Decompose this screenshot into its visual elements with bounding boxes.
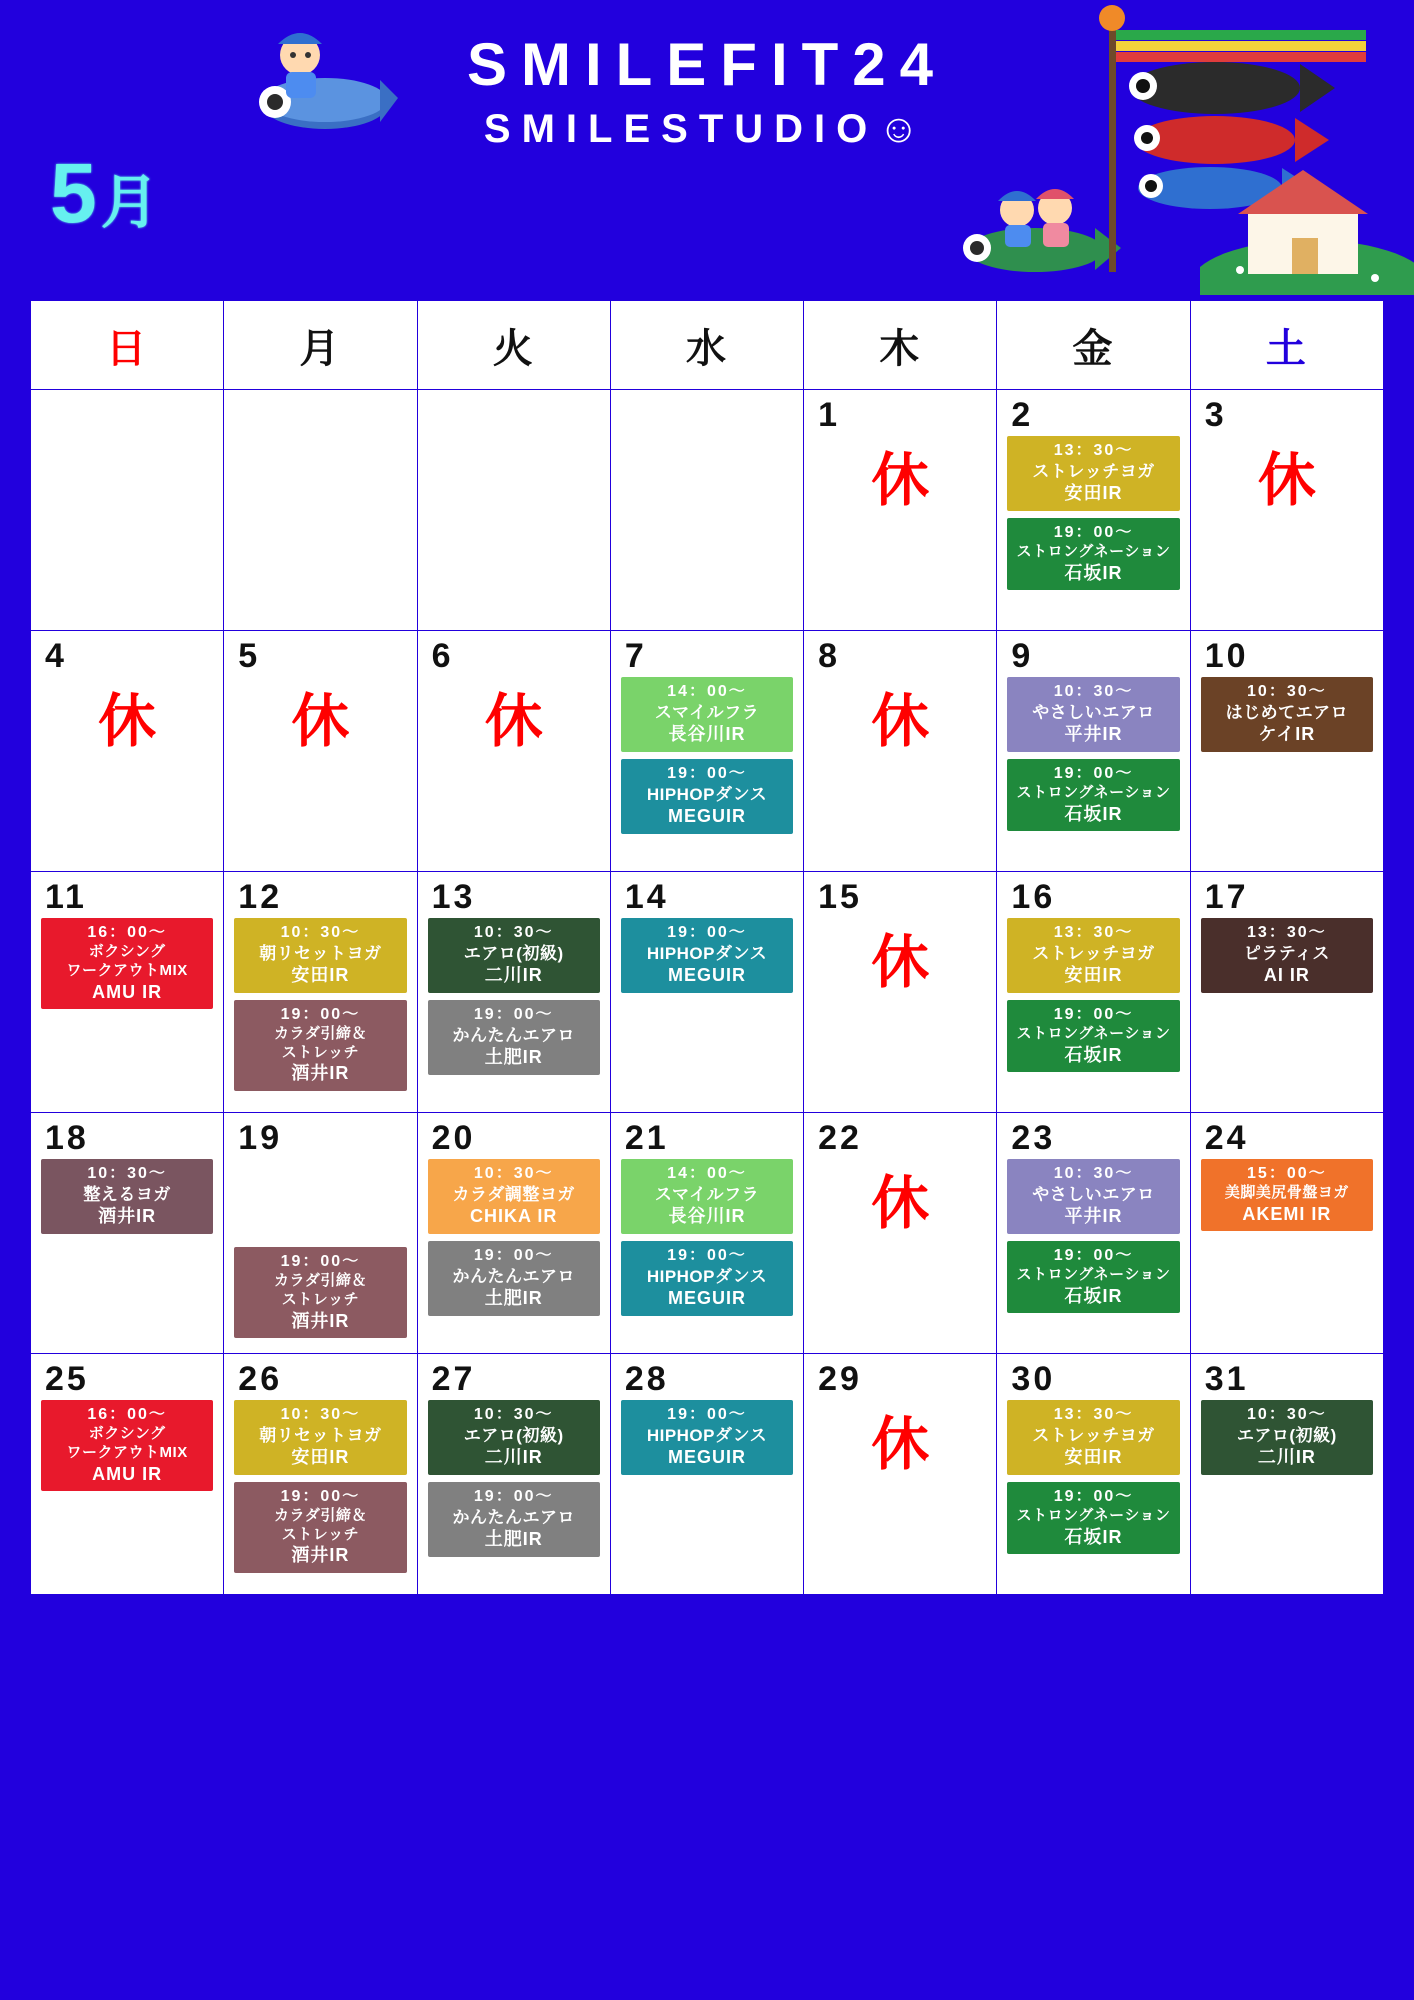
page-title: SMILEFIT24 (466, 31, 948, 98)
event-instructor: 土肥IR (484, 1288, 543, 1308)
event-instructor: 長谷川IR (668, 1206, 746, 1227)
event-instructor: AMU IR (92, 1463, 163, 1484)
event-name: ストロングネーション (1016, 1265, 1171, 1283)
week-row (31, 631, 1384, 872)
rest-day-label: 休 (871, 1412, 930, 1477)
event-time: 15：00〜 (1247, 1165, 1327, 1182)
class-event[interactable] (1007, 1000, 1179, 1072)
rest-day-label: 休 (291, 689, 350, 754)
month-kanji: 月 (100, 170, 163, 235)
rest-day-label: 休 (484, 689, 543, 754)
class-event[interactable] (1201, 918, 1373, 993)
event-name: はじめてエアロ (1225, 703, 1349, 722)
event-time: 10：30〜 (1247, 683, 1327, 700)
event-list (224, 914, 416, 1104)
event-name: ストレッチヨガ (1032, 462, 1155, 481)
event-time: 19：00〜 (667, 764, 747, 782)
event-name: ストロングネーション (1016, 1024, 1171, 1042)
class-event[interactable] (1007, 677, 1179, 752)
rest-day-label: 休 (871, 1171, 930, 1236)
event-time: 10：30〜 (280, 924, 361, 941)
weekday-header-2: 火 (417, 301, 610, 390)
day-cell-27[interactable] (417, 1354, 610, 1595)
event-instructor: 石坂IR (1064, 1285, 1123, 1306)
event-time: 19：00〜 (473, 1487, 554, 1505)
event-name: 美脚美尻骨盤ヨガ (1224, 1184, 1349, 1201)
day-cell-5[interactable] (224, 631, 417, 872)
event-name: カラダ引締＆ ストレッチ (273, 1506, 367, 1543)
day-cell-24[interactable] (1190, 1113, 1383, 1354)
day-number: 5 (238, 637, 261, 675)
day-cell-14[interactable] (610, 872, 803, 1113)
weekday-header-1: 月 (224, 301, 417, 390)
calendar-header (0, 0, 1414, 300)
event-instructor: 二川IR (484, 1447, 543, 1468)
event-name: ボクシング ワークアウトMIX (66, 943, 188, 979)
event-time: 14：00〜 (667, 683, 747, 700)
day-cell-16[interactable] (997, 872, 1190, 1113)
event-list (418, 1396, 610, 1570)
day-cell-20[interactable] (417, 1113, 610, 1354)
event-instructor: ケイIR (1258, 724, 1316, 745)
event-time: 13：30〜 (1053, 1406, 1134, 1423)
event-time: 19：00〜 (473, 1005, 554, 1023)
day-cell-6[interactable] (417, 631, 610, 872)
event-name: ストロングネーション (1016, 783, 1171, 801)
event-time: 14：00〜 (667, 1165, 747, 1182)
day-number: 14 (624, 878, 669, 916)
day-number: 3 (1204, 396, 1227, 434)
event-instructor: 石坂IR (1064, 562, 1123, 583)
day-cell-30[interactable] (997, 1354, 1190, 1595)
event-name: HIPHOPダンス (646, 1426, 768, 1445)
event-instructor: 酒井IR (291, 1310, 350, 1331)
day-cell-empty[interactable] (224, 390, 417, 631)
event-instructor: AKEMI IR (1242, 1203, 1332, 1224)
event-instructor: 安田IR (1064, 1447, 1123, 1468)
day-cell-15[interactable] (804, 872, 997, 1113)
day-number: 30 (1011, 1360, 1056, 1398)
weekday-header-3: 水 (610, 301, 803, 390)
day-number: 12 (238, 878, 283, 916)
class-event[interactable] (621, 1159, 793, 1234)
event-time: 13：30〜 (1053, 442, 1134, 459)
event-time: 19：00〜 (667, 1406, 747, 1423)
day-number: 6 (431, 637, 454, 675)
day-number: 10 (1204, 637, 1249, 675)
day-number: 19 (238, 1119, 283, 1157)
day-cell-28[interactable] (610, 1354, 803, 1595)
event-list (611, 914, 803, 1006)
event-list (1191, 673, 1383, 765)
event-time: 13：30〜 (1053, 924, 1134, 941)
class-event[interactable] (1007, 1241, 1179, 1313)
event-instructor: 二川IR (1257, 1447, 1316, 1468)
class-event[interactable] (1007, 759, 1179, 831)
day-number: 13 (431, 878, 476, 916)
class-event[interactable] (621, 677, 793, 752)
day-cell-empty[interactable] (31, 390, 224, 631)
day-cell-21[interactable] (610, 1113, 803, 1354)
day-number: 23 (1011, 1119, 1056, 1157)
event-instructor: AI IR (1263, 965, 1310, 986)
event-name: かんたんエアロ (452, 1507, 575, 1527)
event-instructor: 安田IR (291, 1447, 350, 1468)
event-name: ボクシング ワークアウトMIX (66, 1425, 188, 1461)
day-number: 2 (1011, 396, 1034, 434)
event-name: ストレッチヨガ (1032, 944, 1155, 963)
class-event[interactable] (234, 1247, 406, 1338)
class-event[interactable] (621, 1241, 793, 1316)
day-number: 9 (1011, 637, 1034, 675)
title-block (0, 30, 1414, 152)
event-time: 16：00〜 (87, 1406, 167, 1423)
event-instructor: 平井IR (1064, 724, 1123, 745)
day-number: 25 (45, 1360, 89, 1398)
event-instructor: CHIKA IR (470, 1206, 558, 1227)
event-time: 19：00〜 (473, 1246, 554, 1264)
event-instructor: 石坂IR (1064, 1044, 1123, 1065)
day-number: 26 (238, 1360, 283, 1398)
class-event[interactable] (1007, 918, 1179, 993)
class-event[interactable] (1007, 1482, 1179, 1554)
event-name: やさしいエアロ (1032, 1185, 1155, 1204)
event-instructor: 酒井IR (98, 1206, 157, 1227)
day-cell-22[interactable] (804, 1113, 997, 1354)
day-number: 11 (45, 878, 87, 916)
weekday-header-5: 金 (997, 301, 1190, 390)
day-cell-31[interactable] (1190, 1354, 1383, 1595)
event-time: 19：00〜 (280, 1005, 361, 1023)
week-row (31, 390, 1384, 631)
weekday-header-0: 日 (31, 301, 224, 390)
day-cell-23[interactable] (997, 1113, 1190, 1354)
day-number: 7 (624, 637, 647, 675)
event-list (418, 1155, 610, 1329)
event-instructor: 石坂IR (1064, 1526, 1123, 1547)
day-cell-26[interactable] (224, 1354, 417, 1595)
week-row (31, 1113, 1384, 1354)
class-event[interactable] (428, 1000, 600, 1075)
event-instructor: MEGUIR (667, 965, 746, 986)
day-cell-8[interactable] (804, 631, 997, 872)
event-instructor: 酒井IR (291, 1063, 350, 1084)
event-name: HIPHOPダンス (646, 1266, 768, 1286)
day-cell-1[interactable] (804, 390, 997, 631)
day-cell-3[interactable] (1190, 390, 1383, 631)
event-time: 10：30〜 (1053, 683, 1134, 700)
page-subtitle: SMILESTUDIO☺ (483, 107, 931, 151)
event-time: 10：30〜 (87, 1165, 167, 1182)
class-event[interactable] (1007, 1400, 1179, 1475)
event-time: 19：00〜 (1053, 1246, 1134, 1264)
class-event[interactable] (428, 918, 600, 993)
day-cell-17[interactable] (1190, 872, 1383, 1113)
day-number: 16 (1011, 878, 1056, 916)
rest-day-label: 休 (98, 689, 157, 754)
class-event[interactable] (621, 1400, 793, 1475)
class-event[interactable] (41, 1400, 213, 1491)
day-number: 4 (45, 637, 67, 675)
event-list (31, 1396, 223, 1504)
class-event[interactable] (1007, 1159, 1179, 1234)
day-cell-empty[interactable] (610, 390, 803, 631)
day-number: 29 (818, 1360, 862, 1398)
event-name: HIPHOPダンス (646, 944, 768, 963)
event-instructor: 安田IR (1064, 483, 1123, 504)
event-name: やさしいエアロ (1032, 703, 1155, 722)
class-event[interactable] (41, 1159, 213, 1234)
day-number: 8 (818, 637, 841, 675)
event-instructor: 土肥IR (484, 1529, 543, 1549)
event-name: 朝リセットヨガ (259, 1426, 382, 1445)
class-event[interactable] (428, 1159, 600, 1234)
week-row (31, 1354, 1384, 1595)
day-number: 15 (818, 878, 862, 916)
event-instructor: 石坂IR (1064, 803, 1123, 824)
event-name: ストロングネーション (1016, 542, 1171, 560)
day-cell-11[interactable] (31, 872, 224, 1113)
event-list (31, 914, 223, 1022)
rest-day-label: 休 (1257, 448, 1316, 513)
class-event[interactable] (1007, 518, 1179, 590)
event-name: エアロ(初級) (463, 1426, 564, 1445)
event-time: 10：30〜 (1053, 1165, 1134, 1182)
class-event[interactable] (1201, 1159, 1373, 1231)
week-row (31, 872, 1384, 1113)
event-time: 19：00〜 (280, 1487, 361, 1505)
event-list (997, 673, 1189, 844)
class-event[interactable] (1201, 677, 1373, 752)
day-cell-7[interactable] (610, 631, 803, 872)
day-cell-12[interactable] (224, 872, 417, 1113)
class-event[interactable] (234, 1400, 406, 1475)
event-name: 整えるヨガ (83, 1185, 171, 1204)
event-name: カラダ引締＆ ストレッチ (273, 1024, 367, 1061)
event-name: スマイルフラ (654, 1185, 760, 1204)
event-list (224, 1155, 416, 1351)
monthly-schedule-calendar (30, 300, 1384, 1595)
day-cell-9[interactable] (997, 631, 1190, 872)
day-number: 27 (431, 1360, 476, 1398)
day-cell-18[interactable] (31, 1113, 224, 1354)
event-instructor: 長谷川IR (668, 724, 746, 745)
event-time: 19：00〜 (1053, 1005, 1134, 1023)
event-name: スマイルフラ (654, 703, 760, 722)
day-number: 31 (1204, 1360, 1249, 1398)
event-instructor: MEGUIR (667, 1288, 746, 1308)
day-number: 28 (624, 1360, 669, 1398)
event-list (611, 1155, 803, 1329)
event-name: かんたんエアロ (452, 1025, 575, 1045)
weekday-header-4: 木 (804, 301, 997, 390)
day-cell-25[interactable] (31, 1354, 224, 1595)
class-event[interactable] (234, 1000, 406, 1091)
day-number: 22 (818, 1119, 862, 1157)
class-event[interactable] (1007, 436, 1179, 511)
event-name: エアロ(初級) (1236, 1426, 1337, 1445)
rest-day-label: 休 (871, 689, 930, 754)
class-event[interactable] (428, 1241, 600, 1316)
class-event[interactable] (1201, 1400, 1373, 1475)
event-list (997, 914, 1189, 1085)
event-name: 朝リセットヨガ (259, 944, 382, 963)
weekday-header-6: 土 (1190, 301, 1383, 390)
event-list (1191, 914, 1383, 1006)
event-list (611, 673, 803, 847)
day-number: 17 (1204, 878, 1249, 916)
event-instructor: 土肥IR (484, 1047, 543, 1067)
event-time: 10：30〜 (473, 1406, 554, 1423)
event-time: 19：00〜 (1053, 1487, 1134, 1505)
class-event[interactable] (234, 1482, 406, 1573)
event-instructor: MEGUIR (667, 806, 746, 826)
event-name: HIPHOPダンス (646, 784, 768, 804)
day-cell-empty[interactable] (417, 390, 610, 631)
day-number: 20 (431, 1119, 476, 1157)
event-list (997, 1155, 1189, 1326)
event-time: 19：00〜 (1053, 764, 1134, 782)
event-time: 10：30〜 (280, 1406, 361, 1423)
event-time: 13：30〜 (1247, 924, 1327, 941)
weekday-header-row (31, 301, 1384, 390)
day-cell-19[interactable] (224, 1113, 417, 1354)
class-event[interactable] (621, 759, 793, 834)
event-list (1191, 1155, 1383, 1244)
house-on-hill-icon (1200, 150, 1414, 295)
event-time: 19：00〜 (1053, 523, 1134, 541)
event-name: カラダ調整ヨガ (452, 1185, 575, 1204)
event-name: ストロングネーション (1016, 1506, 1171, 1524)
event-list (611, 1396, 803, 1488)
day-number: 21 (624, 1119, 669, 1157)
event-instructor: 二川IR (484, 965, 543, 986)
class-event[interactable] (41, 918, 213, 1009)
rest-day-label: 休 (871, 930, 930, 995)
day-cell-13[interactable] (417, 872, 610, 1113)
day-number: 1 (818, 396, 841, 434)
day-number: 24 (1204, 1119, 1249, 1157)
event-list (997, 1396, 1189, 1567)
event-time: 19：00〜 (667, 924, 747, 941)
day-cell-29[interactable] (804, 1354, 997, 1595)
event-instructor: MEGUIR (667, 1447, 746, 1468)
month-number: 5 (50, 146, 101, 240)
event-name: カラダ引締＆ ストレッチ (273, 1272, 367, 1308)
event-time: 10：30〜 (473, 924, 554, 941)
class-event[interactable] (428, 1482, 600, 1557)
class-event[interactable] (428, 1400, 600, 1475)
event-instructor: 安田IR (1064, 965, 1123, 986)
event-name: エアロ(初級) (463, 944, 564, 963)
event-instructor: 平井IR (1064, 1206, 1123, 1227)
event-list (224, 1396, 416, 1586)
rest-day-label: 休 (871, 448, 930, 513)
class-event[interactable] (621, 918, 793, 993)
event-name: ストレッチヨガ (1032, 1426, 1155, 1445)
event-time: 19：00〜 (667, 1246, 747, 1264)
month-badge (50, 145, 163, 242)
event-list (31, 1155, 223, 1247)
day-cell-4[interactable] (31, 631, 224, 872)
event-list (997, 432, 1189, 603)
event-instructor: 安田IR (291, 965, 350, 986)
event-time: 10：30〜 (473, 1165, 554, 1182)
event-time: 19：00〜 (280, 1253, 361, 1270)
day-number: 18 (45, 1119, 89, 1157)
event-time: 10：30〜 (1247, 1406, 1327, 1423)
event-instructor: AMU IR (92, 981, 163, 1002)
class-event[interactable] (234, 918, 406, 993)
event-instructor: 酒井IR (291, 1545, 350, 1566)
event-list (1191, 1396, 1383, 1488)
event-list (418, 914, 610, 1088)
event-name: ピラティス (1243, 944, 1330, 963)
day-cell-10[interactable] (1190, 631, 1383, 872)
event-time: 16：00〜 (87, 924, 167, 941)
event-name: かんたんエアロ (452, 1266, 575, 1286)
day-cell-2[interactable] (997, 390, 1190, 631)
